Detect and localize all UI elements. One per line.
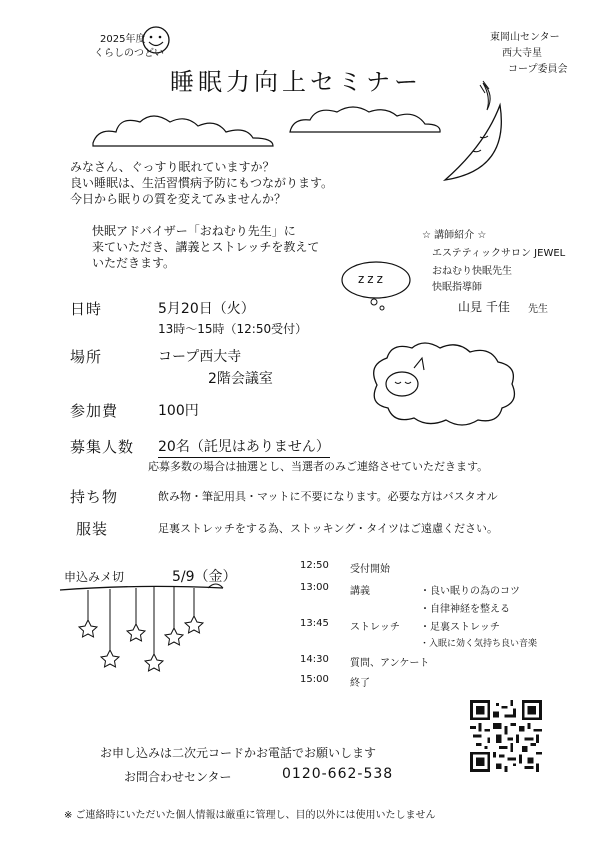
fee-label: 参加費 bbox=[70, 402, 119, 420]
speaker-title-2: 快眠指導師 bbox=[432, 282, 482, 293]
privacy-note: ※ ご連絡時にいただいた個人情報は厳重に管理し、目的以外には使用いたしません bbox=[64, 810, 436, 821]
schedule-item: ストレッチ bbox=[350, 622, 400, 633]
schedule-item: 講義 bbox=[350, 586, 370, 597]
organizer-line-1: 東岡山センター bbox=[490, 32, 560, 43]
speech-bubble-text: zzz bbox=[358, 272, 386, 286]
speaker-heading: ☆ 講師紹介 ☆ bbox=[422, 230, 487, 241]
apply-text: お申し込みは二次元コードかお電話でお願いします bbox=[100, 746, 377, 760]
deadline-date: 5/9（金） bbox=[172, 569, 237, 585]
fee-value: 100円 bbox=[158, 403, 199, 419]
schedule-detail: ・入眠に効く気持ち良い音楽 bbox=[420, 639, 538, 649]
schedule-time: 13:00 bbox=[300, 582, 329, 593]
place-line-2: 2階会議室 bbox=[208, 371, 273, 387]
schedule-item: 終了 bbox=[350, 678, 370, 689]
contact-label: お問合わせセンター bbox=[124, 770, 232, 784]
bring-label: 持ち物 bbox=[70, 488, 119, 506]
schedule-time: 15:00 bbox=[300, 674, 329, 685]
hanging-stars-icon bbox=[58, 582, 228, 670]
schedule-detail: ・自律神経を整える bbox=[420, 604, 510, 615]
organizer-line-2: 西大寺星 bbox=[502, 48, 542, 59]
speaker-salon: エステティックサロン JEWEL bbox=[432, 248, 566, 259]
series-line-1: 2025年度 bbox=[100, 34, 146, 45]
bring-value: 飲み物・筆記用具・マットに不要になります。必要な方はバスタオル bbox=[158, 490, 498, 503]
place-label: 場所 bbox=[70, 348, 103, 366]
cloud-left-icon bbox=[88, 108, 278, 150]
schedule-time: 14:30 bbox=[300, 654, 329, 665]
schedule-detail: ・良い眠りの為のコツ bbox=[420, 586, 520, 597]
capacity-value: 20名（託児はありません） bbox=[158, 436, 330, 458]
capacity-label: 募集人数 bbox=[70, 438, 135, 456]
clothes-value: 足裏ストレッチをする為、ストッキング・タイツはご遠慮ください。 bbox=[158, 522, 499, 535]
intro-line-1: みなさん、ぐっすり眠れていますか？ bbox=[70, 160, 275, 174]
phone-number[interactable]: 0120-662-538 bbox=[282, 766, 394, 782]
qr-code[interactable] bbox=[470, 700, 542, 772]
deadline-label: 申込みメ切 bbox=[64, 570, 125, 584]
intro-line-6: いただきます。 bbox=[92, 256, 176, 270]
speaker-title-1: おねむり快眠先生 bbox=[432, 266, 512, 277]
schedule-time: 12:50 bbox=[300, 560, 329, 571]
date-value: 5月20日（火） bbox=[158, 301, 255, 317]
page-title: 睡眠力向上セミナー bbox=[170, 68, 422, 96]
sheep-icon bbox=[362, 340, 522, 428]
schedule-item: 受付開始 bbox=[350, 564, 390, 575]
speaker-honorific: 先生 bbox=[528, 304, 548, 315]
cloud-right-icon bbox=[285, 100, 445, 136]
intro-line-5: 来ていただき、講義とストレッチを教えて bbox=[92, 240, 320, 254]
intro-line-4: 快眠アドバイザー「おねむり先生」に bbox=[92, 224, 296, 238]
schedule-detail: ・足裏ストレッチ bbox=[420, 622, 500, 633]
schedule-time: 13:45 bbox=[300, 618, 329, 629]
schedule-item: 質問、アンケート bbox=[350, 658, 430, 669]
intro-line-2: 良い睡眠は、生活習慣病予防にもつながります。 bbox=[70, 176, 334, 190]
series-line-2: くらしのつどい bbox=[94, 48, 164, 59]
intro-line-3: 今日から眠りの質を変えてみませんか？ bbox=[70, 192, 287, 206]
schedule bbox=[300, 560, 560, 690]
organizer-line-3: コープ委員会 bbox=[508, 64, 568, 75]
date-label: 日時 bbox=[70, 300, 103, 318]
capacity-note: 応募多数の場合は抽選とし、当選者のみご連絡させていただきます。 bbox=[148, 460, 489, 473]
smiley-icon bbox=[140, 24, 172, 56]
place-line-1: コープ西大寺 bbox=[158, 349, 242, 365]
clothes-label: 服装 bbox=[76, 520, 109, 538]
time-value: 13時～15時（12:50受付） bbox=[158, 322, 308, 336]
speaker-name: 山見 千佳 bbox=[458, 300, 510, 314]
